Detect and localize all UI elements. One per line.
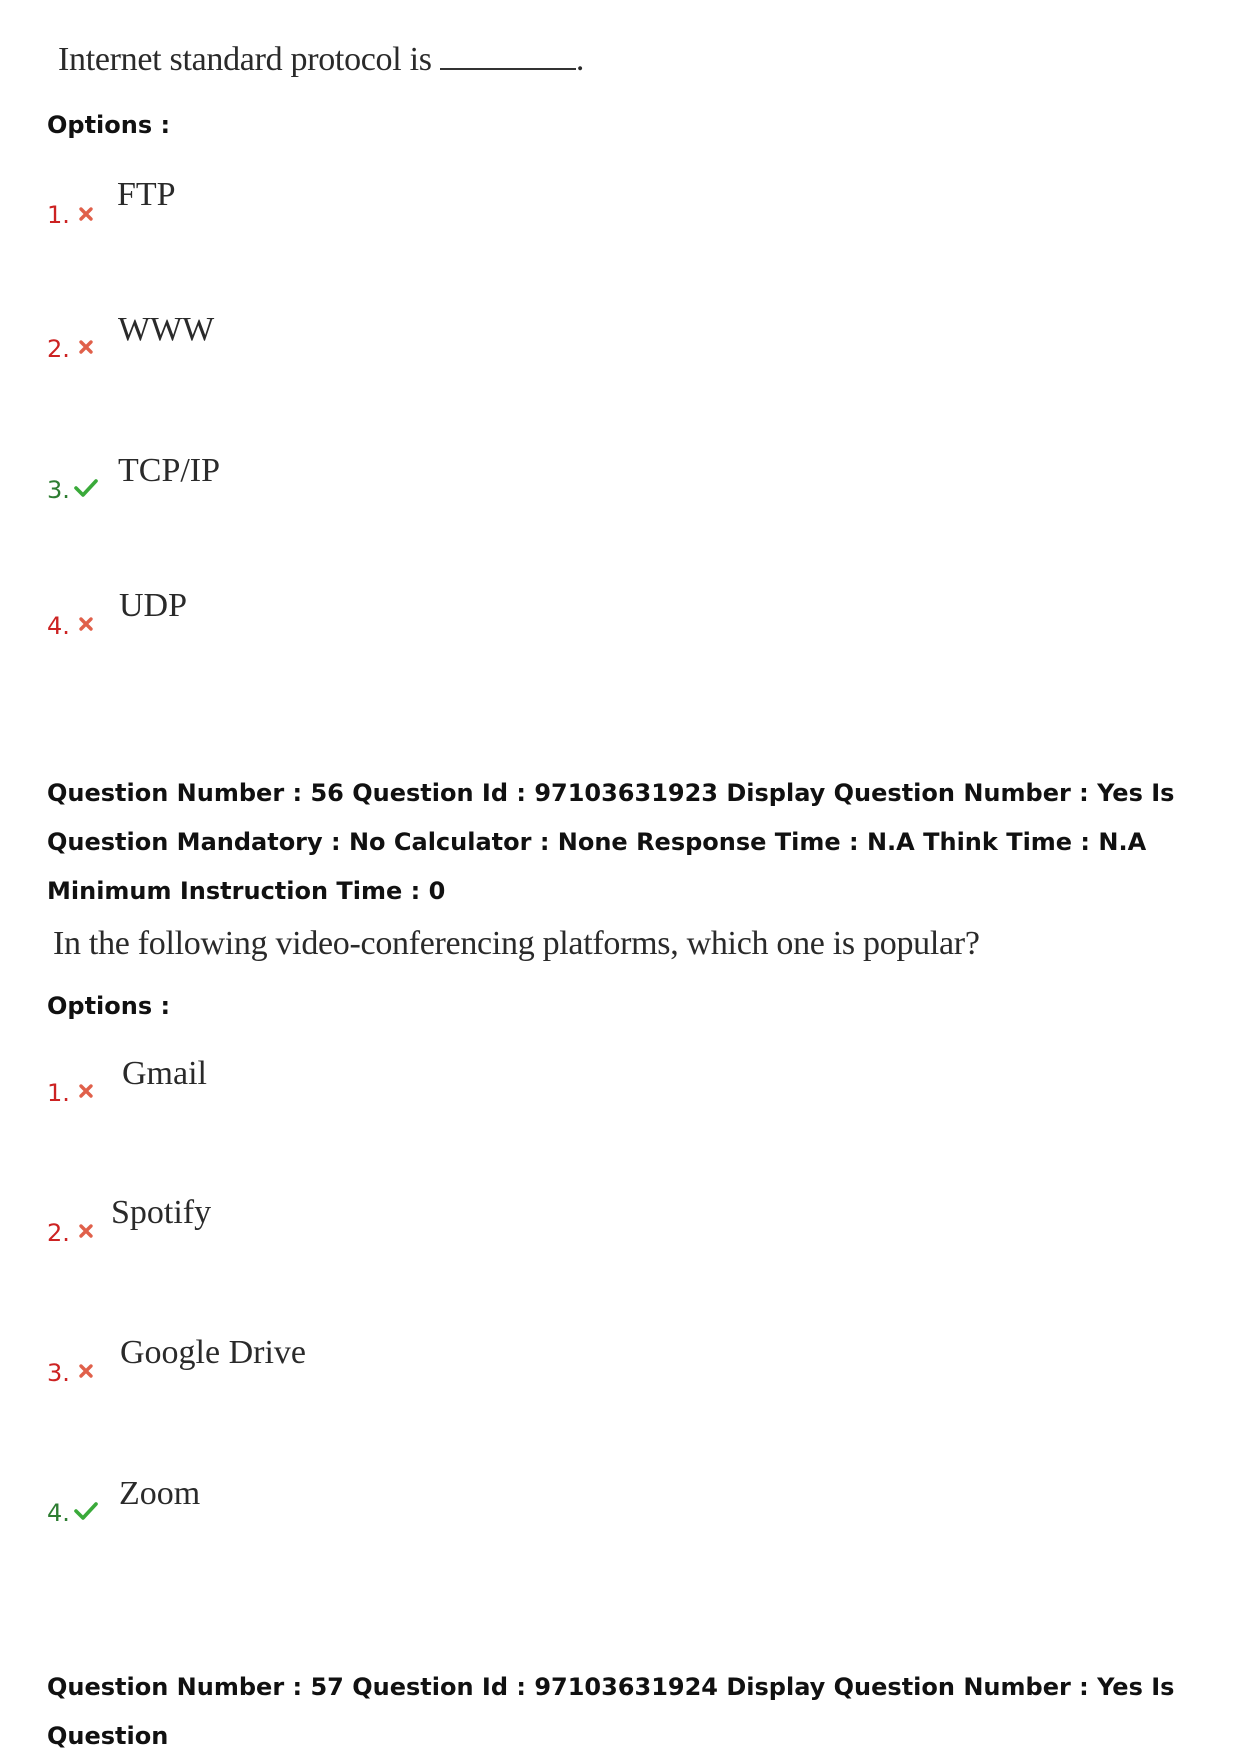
option-text: UDP [119,587,188,624]
check-icon [74,1501,98,1521]
option-text: Google Drive [120,1334,307,1371]
option-row [47,1334,447,1394]
options-label: Options : [47,111,171,139]
cross-icon [78,206,94,222]
option-row [47,1475,447,1535]
question-text: In the following video-conferencing platforms, which one is popular? [53,925,980,962]
cross-icon [78,339,94,355]
cross-icon [78,1083,94,1099]
option-text: FTP [117,176,176,213]
question-text [58,40,584,79]
option-row [47,311,447,371]
option-text: Gmail [122,1055,207,1092]
option-number: 4. [47,612,70,640]
option-number: 1. [47,1079,70,1107]
cross-icon [78,616,94,632]
question-text-end: . [575,41,585,78]
question-metadata: Question Number : 56 Question Id : 97103631923 Display Question Number : Yes Is Question Mandatory : No Calculator : None Response Time : N.A Think Time : N.A Minimum Instruction Time : 0 [47,779,1175,905]
option-number: 3. [47,1359,70,1387]
check-icon [74,478,98,498]
option-row [47,176,447,236]
option-text: TCP/IP [118,452,221,489]
option-text: Zoom [119,1475,201,1512]
options-label: Options : [47,992,171,1020]
option-number: 4. [47,1499,70,1527]
option-text: Spotify [111,1194,212,1231]
question-text-start: Internet standard protocol is [58,41,440,78]
cross-icon [78,1363,94,1379]
cross-icon [78,1223,94,1239]
option-text: WWW [118,311,215,348]
option-row [47,1194,447,1254]
answer-blank [440,40,576,70]
option-number: 2. [47,335,70,363]
option-row [47,1055,447,1115]
option-number: 2. [47,1219,70,1247]
option-number: 3. [47,476,70,504]
question-metadata: Question Number : 57 Question Id : 97103631924 Display Question Number : Yes Is Question [47,1673,1175,1750]
option-row [47,452,447,512]
option-row [47,587,447,647]
option-number: 1. [47,201,70,229]
